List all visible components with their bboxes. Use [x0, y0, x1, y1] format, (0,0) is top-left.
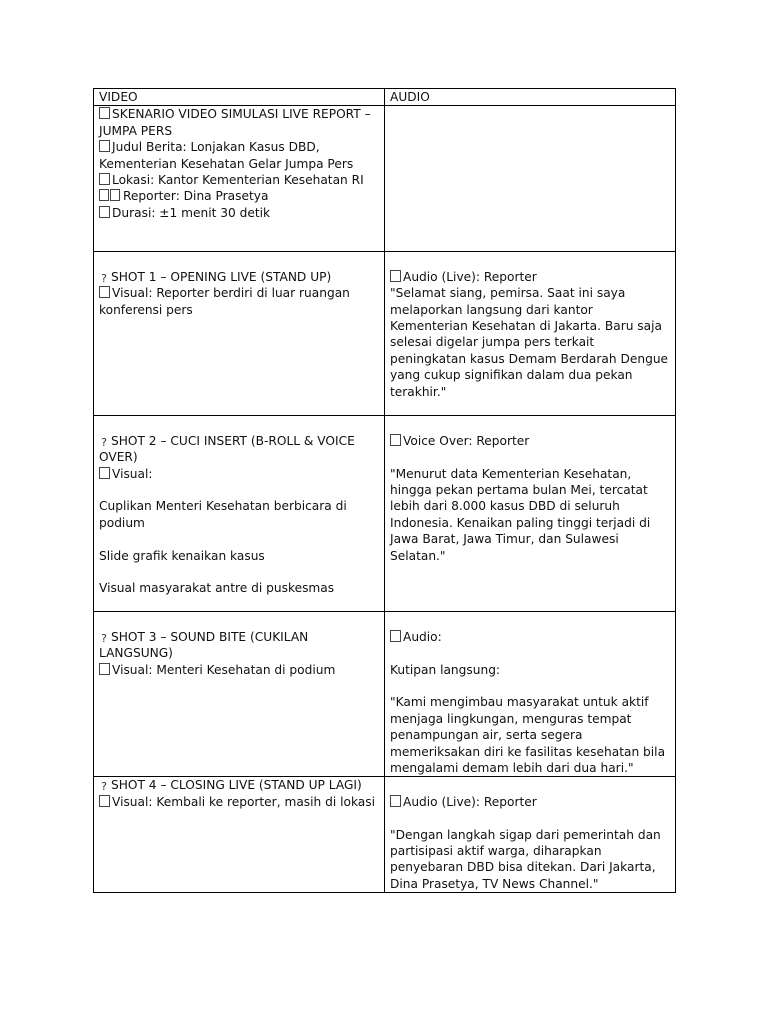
table-row: [94, 612, 676, 777]
shot4-audio-label: Audio (Live): Reporter: [403, 794, 537, 809]
shot4-audio-cell: [385, 777, 676, 893]
shot4-visual: Visual: Kembali ke reporter, masih di lokasi: [112, 794, 376, 809]
shot3-title-line: [99, 629, 380, 662]
shot2-visual-item: Visual masyarakat antre di puskesmas: [99, 581, 335, 596]
script-table: [93, 88, 676, 893]
missing-glyph-icon: [99, 140, 110, 152]
shot2-title: SHOT 2 – CUCI INSERT (B-ROLL & VOICE OVER): [99, 433, 355, 465]
missing-glyph-icon: [390, 630, 401, 642]
unknown-glyph-icon: ?: [101, 271, 107, 285]
shot1-video-cell: [94, 252, 385, 416]
shot1-title: SHOT 1 – OPENING LIVE (STAND UP): [111, 269, 332, 284]
missing-glyph-icon: [99, 795, 110, 807]
missing-glyph-icon: [99, 206, 110, 218]
intro-judul: Judul Berita: Lonjakan Kasus DBD, Kementerian Kesehatan Gelar Jumpa Pers: [99, 140, 354, 171]
shot2-title-line: [99, 433, 380, 466]
shot1-audio-label-line: [390, 269, 671, 285]
shot4-audio-text: "Dengan langkah sigap dari pemerintah dan partisipasi aktif warga, diharapkan penyebaran DBD bisa ditekan. Dari Jakarta, Dina Prasetya, TV News Channel.": [390, 827, 661, 891]
missing-glyph-icon: [99, 467, 110, 479]
intro-lokasi: Lokasi: Kantor Kementerian Kesehatan RI: [112, 173, 364, 188]
table-row: [94, 777, 676, 893]
intro-reporter-line: [99, 188, 380, 204]
missing-glyph-icon: [99, 107, 110, 119]
shot2-video-cell: [94, 416, 385, 612]
table-row: [94, 416, 676, 612]
shot1-title-line: [99, 269, 380, 285]
missing-glyph-icon: [390, 795, 401, 807]
shot3-audio-sub: Kutipan langsung:: [390, 662, 501, 677]
shot1-visual-line: [99, 285, 380, 318]
shot4-title: SHOT 4 – CLOSING LIVE (STAND UP LAGI): [111, 778, 362, 793]
shot2-visual-item: Cuplikan Menteri Kesehatan berbicara di podium: [99, 499, 347, 530]
unknown-glyph-icon: ?: [101, 631, 107, 645]
shot1-audio-label: Audio (Live): Reporter: [403, 269, 537, 284]
shot3-visual-line: [99, 662, 380, 678]
unknown-glyph-icon: ?: [101, 435, 107, 449]
shot3-audio-text: "Kami mengimbau masyarakat untuk aktif menjaga lingkungan, menguras tempat penampungan air, serta segera memeriksakan diri ke fasilitas kesehatan bila mengalami demam lebih dari dua hari.": [390, 695, 666, 776]
shot2-audio-label: Voice Over: Reporter: [403, 433, 530, 448]
shot2-audio-cell: [385, 416, 676, 612]
table-row: [94, 106, 676, 252]
unknown-glyph-icon: ?: [101, 780, 107, 794]
audio-column-header: AUDIO: [385, 89, 676, 106]
intro-durasi-line: [99, 205, 380, 221]
intro-reporter: Reporter: Dina Prasetya: [123, 189, 269, 204]
shot2-audio-label-line: [390, 433, 671, 449]
shot1-visual: Visual: Reporter berdiri di luar ruangan konferensi pers: [99, 286, 350, 317]
shot3-title: SHOT 3 – SOUND BITE (CUKILAN LANGSUNG): [99, 629, 309, 661]
intro-judul-line: [99, 139, 380, 172]
shot2-audio-text: "Menurut data Kementerian Kesehatan, hingga pekan pertama bulan Mei, tercatat lebih dari 8.000 kasus DBD di seluruh Indonesia. Kenaikan paling tinggi terjadi di Jawa Barat, Jawa Timur, dan Sulawesi Selatan.": [390, 466, 651, 563]
shot2-visual-line: [99, 466, 380, 482]
missing-glyph-pair-icon: [99, 189, 121, 201]
missing-glyph-icon: [390, 434, 401, 446]
shot4-visual-line: [99, 794, 380, 810]
table-row: [94, 252, 676, 416]
shot4-video-cell: [94, 777, 385, 893]
missing-glyph-icon: [390, 270, 401, 282]
shot3-audio-cell: [385, 612, 676, 777]
missing-glyph-icon: [99, 286, 110, 298]
header-row: [94, 89, 676, 106]
shot3-audio-label-line: [390, 629, 671, 645]
shot2-visual-item: Slide grafik kenaikan kasus: [99, 548, 265, 563]
shot3-video-cell: [94, 612, 385, 777]
shot3-visual: Visual: Menteri Kesehatan di podium: [112, 662, 336, 677]
shot1-audio-cell: [385, 252, 676, 416]
shot3-audio-label: Audio:: [403, 629, 442, 644]
intro-video-cell: [94, 106, 385, 252]
intro-title-line: [99, 106, 380, 139]
intro-durasi: Durasi: ±1 menit 30 detik: [112, 205, 271, 220]
shot1-audio-text: "Selamat siang, pemirsa. Saat ini saya melaporkan langsung dari kantor Kementerian Kesehatan di Jakarta. Baru saja selesai digelar jumpa pers terkait peningkatan kasus Demam Berdarah Dengue yang cukup signifikan dalam dua pekan terakhir.": [390, 286, 669, 399]
shot4-title-line: [99, 777, 380, 793]
shot2-visual: Visual:: [112, 466, 153, 481]
intro-audio-cell: [385, 106, 676, 252]
missing-glyph-icon: [99, 173, 110, 185]
intro-title: SKENARIO VIDEO SIMULASI LIVE REPORT – JUMPA PERS: [99, 107, 371, 138]
intro-lokasi-line: [99, 172, 380, 188]
shot4-audio-label-line: [390, 794, 671, 810]
video-column-header: VIDEO: [94, 89, 385, 106]
missing-glyph-icon: [99, 663, 110, 675]
